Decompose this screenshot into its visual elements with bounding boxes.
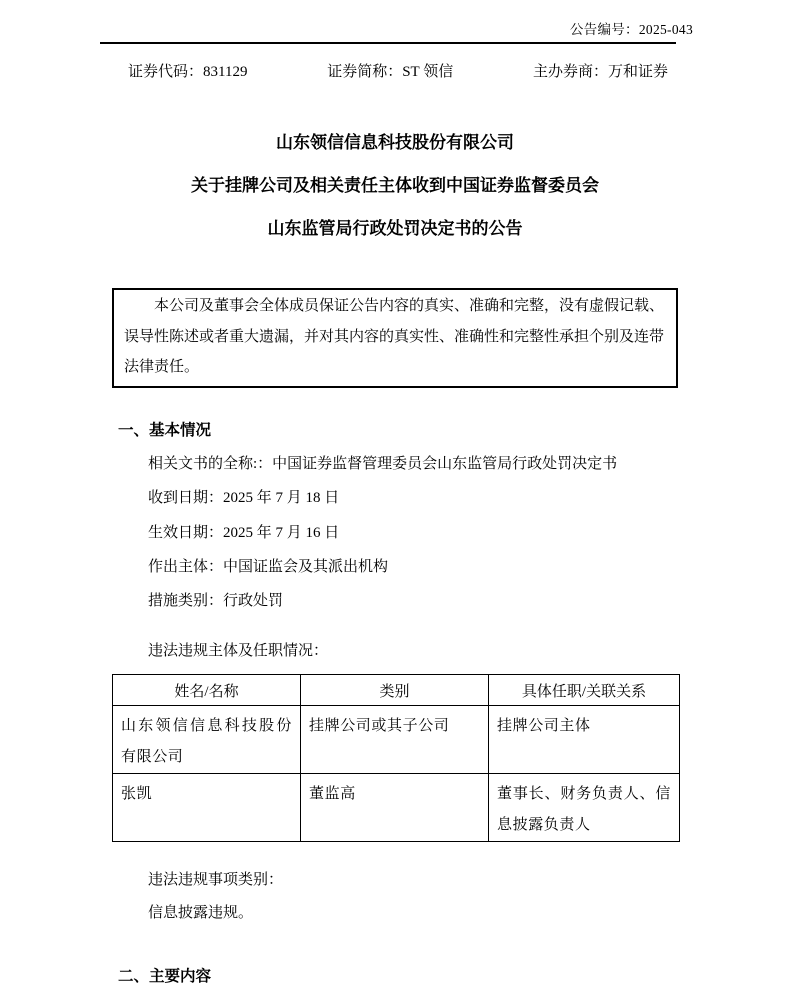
col-header-name: 姓名/名称 [113,675,301,706]
table-header-row [113,675,680,706]
cell-company-name: 山东领信信息科技股份有限公司 [113,706,301,774]
document-title [0,121,790,250]
stock-short-name: 证券简称：ST 领信 [327,64,454,80]
cell-company-category: 挂牌公司或其子公司 [301,706,489,774]
violation-category-label: 违法违规事项类别： [148,872,284,888]
announcement-number: 公告编号：2025-043 [569,22,693,37]
section-2-heading: 二、主要内容 [118,968,212,985]
title-line-1: 山东领信信息科技股份有限公司 [276,133,514,152]
info-item-effective-date: 生效日期：2025 年 7 月 16 日 [148,524,340,541]
securities-info-row [128,62,668,82]
stock-code: 证券代码：831129 [128,64,248,80]
cell-person-name: 张凯 [113,774,301,842]
table-row [113,706,680,774]
info-item-document-name: 相关文书的全称:：中国证券监督管理委员会山东监管局行政处罚决定书 [148,456,618,472]
board-disclaimer-box: 本公司及董事会全体成员保证公告内容的真实、准确和完整，没有虚假记载、误导性陈述或者重大遗漏，并对其内容的真实性、准确性和完整性承担个别及连带法律责任。 [112,288,678,388]
cell-person-position: 董事长、财务负责人、信息披露负责人 [489,774,680,842]
cell-person-category: 董监高 [301,774,489,842]
violation-subjects-table [112,674,680,842]
header-divider-line [100,42,676,44]
cell-company-position: 挂牌公司主体 [489,706,680,774]
basic-info-list [148,447,688,618]
subject-table-intro: 违法违规主体及任职情况： [148,643,329,659]
col-header-category: 类别 [301,675,489,706]
title-line-2: 关于挂牌公司及相关责任主体收到中国证券监督委员会 [191,176,599,195]
violation-category-value: 信息披露违规。 [148,905,254,921]
info-item-received-date: 收到日期：2025 年 7 月 18 日 [148,490,340,507]
col-header-position: 具体任职/关联关系 [489,675,680,706]
sponsor-broker: 主办券商：万和证券 [532,64,668,80]
info-item-issuing-body: 作出主体：中国证监会及其派出机构 [148,558,389,575]
section-1-heading: 一、基本情况 [118,422,212,439]
table-row [113,774,680,842]
title-line-3: 山东监管局行政处罚决定书的公告 [267,219,523,238]
info-item-measure-type: 措施类别：行政处罚 [148,593,284,610]
